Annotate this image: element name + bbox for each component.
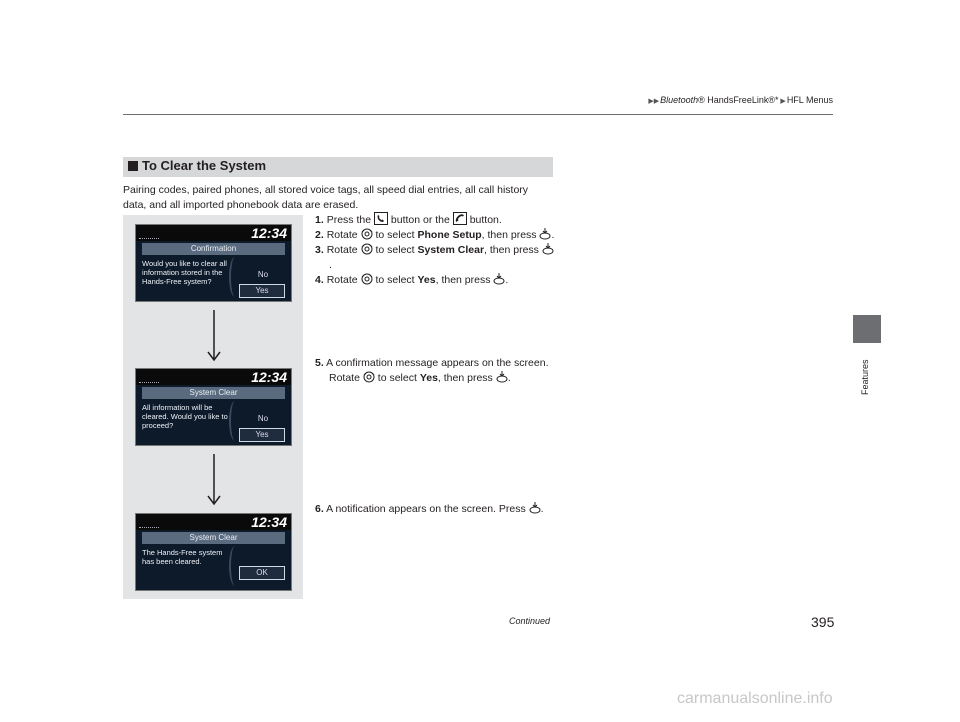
step-number: 6.: [315, 503, 324, 515]
clock: 12:34: [251, 514, 287, 530]
step-6-block: [315, 502, 555, 517]
signal-icon: [139, 372, 159, 383]
breadcrumb-star: *: [774, 95, 779, 105]
steps-1-4: [315, 212, 555, 288]
clock: 12:34: [251, 369, 287, 385]
signal-icon: [139, 517, 159, 528]
step-number: 2.: [315, 229, 324, 241]
selector-press-icon: [542, 243, 554, 255]
down-arrow-icon: [206, 310, 222, 362]
step-1: [315, 212, 555, 228]
phone-icon: [374, 212, 388, 225]
selector-press-icon: [539, 228, 551, 240]
interface-dial-icon: [361, 273, 373, 285]
screen-message: Would you like to clear all information stored in the Hands-Free system?: [142, 259, 227, 286]
step-6: [315, 502, 555, 517]
step-5-block: [315, 356, 555, 386]
intro-paragraph: Pairing codes, paired phones, all stored voice tags, all speed dial entries, all call history data, and all imported phonebook data are erased.: [123, 184, 529, 211]
step-text: to select: [375, 229, 415, 241]
interface-dial-icon: [361, 228, 373, 240]
step-number: 4.: [315, 274, 324, 286]
screen-status-bar: [136, 514, 291, 530]
step-text: .: [507, 372, 511, 384]
screen-system-cleared: [135, 513, 292, 591]
breadcrumb-hfl-menus: HFL Menus: [786, 95, 833, 105]
step-text: button or the: [390, 214, 450, 226]
option-ok[interactable]: OK: [239, 566, 285, 580]
chapter-tab[interactable]: [853, 315, 881, 343]
step-text: , then press: [481, 229, 537, 241]
watermark: carmanualsonline.info: [677, 690, 833, 707]
step-text: Rotate: [326, 229, 358, 241]
step-text: to select: [377, 372, 417, 384]
step-text: Rotate: [326, 274, 358, 286]
interface-dial-icon: [361, 243, 373, 255]
header-rule: [123, 114, 833, 115]
screen-header: System Clear: [142, 532, 285, 544]
screen-system-clear-prompt: [135, 368, 292, 446]
option-no[interactable]: No: [257, 270, 269, 279]
page-number: 395: [811, 614, 835, 630]
step-text: , then press: [437, 372, 493, 384]
step-2: [315, 228, 555, 243]
step-number: 3.: [315, 244, 324, 256]
pickup-icon: [453, 212, 467, 225]
step-bold: Phone Setup: [417, 229, 482, 241]
down-arrow-icon: [206, 454, 222, 506]
selector-press-icon: [529, 502, 541, 514]
step-text: A notification appears on the screen. Press: [326, 503, 526, 515]
breadcrumb-bluetooth: Bluetooth: [660, 95, 699, 105]
continued-label: Continued: [509, 616, 551, 626]
step-text: , then press: [484, 244, 539, 256]
chapter-label: Features: [860, 359, 870, 395]
step-number: 1.: [315, 214, 324, 226]
screen-confirmation: [135, 224, 292, 302]
selector-press-icon: [493, 273, 505, 285]
screen-header: Confirmation: [142, 243, 285, 255]
screen-message: The Hands-Free system has been cleared.: [142, 548, 223, 566]
breadcrumb: [648, 95, 833, 105]
step-text: .: [505, 274, 509, 286]
section-title-text: To Clear the System: [142, 158, 267, 173]
breadcrumb-reg: ®: [698, 95, 705, 105]
screen-status-bar: [136, 225, 291, 241]
option-no[interactable]: No: [257, 414, 269, 423]
option-yes[interactable]: Yes: [239, 428, 285, 442]
step-text: .: [551, 229, 555, 241]
interface-dial-icon: [363, 371, 375, 383]
step-text: .: [329, 259, 332, 271]
step-5: [315, 356, 555, 386]
step-text: , then press: [435, 274, 491, 286]
option-yes[interactable]: Yes: [239, 284, 285, 298]
step-text: A confirmation message appears on the screen. Rotate: [326, 357, 549, 384]
section-title: [128, 158, 266, 173]
clock: 12:34: [251, 225, 287, 241]
step-text: Rotate: [326, 244, 358, 256]
square-bullet-icon: [128, 161, 138, 171]
screen-header: System Clear: [142, 387, 285, 399]
step-text: to select: [375, 244, 415, 256]
breadcrumb-arrow-icon: ▶▶: [648, 98, 660, 105]
step-bold: System Clear: [417, 244, 485, 256]
step-text: .: [540, 503, 544, 515]
signal-icon: [139, 228, 159, 239]
selector-press-icon: [496, 371, 508, 383]
screen-status-bar: [136, 369, 291, 385]
step-text: button.: [469, 214, 502, 226]
step-bold: Yes: [419, 372, 438, 384]
step-4: [315, 273, 555, 288]
step-text: to select: [375, 274, 415, 286]
step-bold: Yes: [417, 274, 436, 286]
step-number: 5.: [315, 357, 324, 369]
breadcrumb-arrow-icon: ▶: [778, 98, 786, 105]
screen-message: All information will be cleared. Would you like to proceed?: [142, 403, 228, 430]
breadcrumb-hfl: HandsFreeLink®: [704, 95, 775, 105]
step-text: Press the: [326, 214, 372, 226]
step-3: [315, 243, 555, 273]
